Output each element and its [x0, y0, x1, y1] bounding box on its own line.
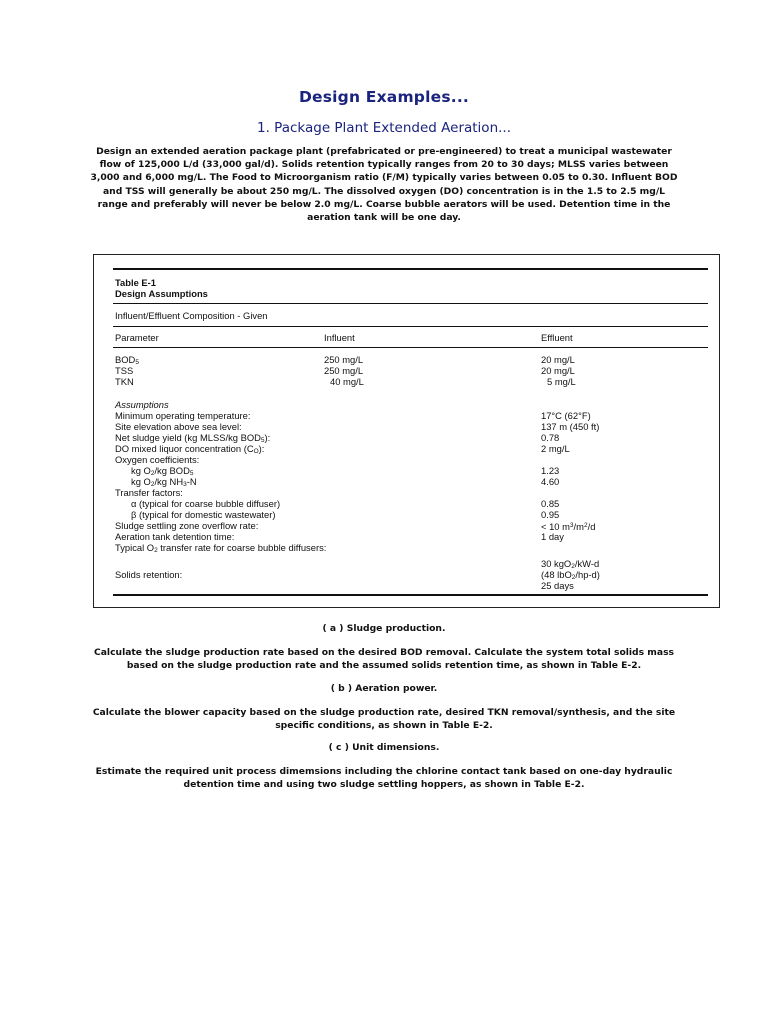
min-temp-value: 17°C (62°F) [541, 410, 591, 421]
solids-retention-value: 25 days [541, 580, 574, 591]
oxygen-bod-label: kg $O_2/kg$ $BOD_5$ [131, 465, 194, 477]
transfer-rate-label: Typical $O_2$ transfer rate for coarse bubble diffusers: [115, 542, 327, 554]
detention-time-label: Aeration tank detention time: [115, 531, 235, 542]
alpha-value: 0.85 [541, 498, 560, 509]
intro-paragraph: Design an extended aeration package plant (prefabricated or pre-engineered) to treat a municipal wastewater flow of 125,000 L/d (33,000 gal/d). Solids retention typically ranges from 20 to 30 days; MLSS varies between 3,000 and 6,000 mg/L. The Food to Microorganism ratio (F/M) typically varies between 0.05 to 0.30. Influent BOD and TSS will generally be about 250 mg/L. The dissolved oxygen (DO) concentration is in the 1.5 to 2.5 mg/L range and preferably will never be below 2.0 mg/L. Coarse bubble aerators will be used. Detention time in the aeration tank will be one day. [90, 146, 678, 224]
beta-value: 0.95 [541, 509, 560, 520]
page-title: Design Examples... [298, 88, 470, 106]
example-subtitle: 1. Package Plant Extended Aeration... [257, 120, 511, 136]
section-body-sludge: Calculate the sludge production rate based on the desired BOD removal. Calculate the system total solids mass based on the sludge production rate and the assumed solids retention time, as shown in Table E-2. [93, 647, 675, 672]
alpha-label: α (typical for coarse bubble diffuser) [131, 498, 281, 509]
header-effluent: Effluent [541, 332, 573, 343]
solids-retention-label: Solids retention: [115, 569, 183, 580]
effluent-bod: 20 mg/L [541, 354, 575, 365]
design-assumptions-table [93, 254, 720, 608]
table-rule [113, 326, 708, 327]
effluent-tkn: 5 mg/L [547, 376, 576, 387]
section-body-dimensions: Estimate the required unit process dimemsions including the chlorine contact tank based on one-day hydraulic detention time and using two sludge settling hoppers, as shown in Table E-2. [95, 766, 673, 791]
table-caption-number: Table E-1 [115, 277, 156, 288]
oxygen-nh3-label: kg $O_2/kg$ $NH_3-N$ [131, 476, 197, 488]
transfer-rate-value-si: 30 kgO$_2$/kW-d [541, 558, 600, 570]
settling-rate-label: Sludge settling zone overflow rate: [115, 520, 259, 531]
oxygen-coefficients-label: Oxygen coefficients: [115, 454, 200, 465]
param-tkn: TKN [115, 376, 134, 387]
influent-tkn: 40 mg/L [330, 376, 364, 387]
header-parameter: Parameter [115, 332, 159, 343]
section-heading-aeration: ( b ) Aeration power. [330, 683, 438, 694]
section-heading-sludge: ( a ) Sludge production. [322, 623, 446, 634]
header-influent: Influent [324, 332, 355, 343]
do-value: 2 mg/L [541, 443, 570, 454]
param-tss: TSS [115, 365, 134, 376]
settling-rate-value: < 10 $m^3/m^2/d$ [541, 521, 596, 532]
assumptions-heading: Assumptions [115, 399, 169, 410]
table-rule [113, 303, 708, 304]
beta-label: β (typical for domestic wastewater) [131, 509, 276, 520]
section-heading-dimensions: ( c ) Unit dimensions. [328, 742, 440, 753]
oxygen-nh3-value: 4.60 [541, 476, 560, 487]
param-bod: $BOD_5$ [115, 354, 139, 366]
sludge-yield-label: Net sludge yield (kg MLSS/kg $BOD_5$): [115, 432, 271, 444]
do-label: DO mixed liquor concentration $(C_O)$: [115, 443, 265, 455]
sludge-yield-value: 0.78 [541, 432, 560, 443]
transfer-factors-label: Transfer factors: [115, 487, 183, 498]
table-bottom-rule [113, 594, 708, 596]
section-body-aeration: Calculate the blower capacity based on the sludge production rate, desired TKN removal/synthesis, and the site specific conditions, as shown in Table E-2. [92, 707, 676, 732]
table-caption-title: Design Assumptions [115, 288, 208, 299]
table-section-label: Influent/Effluent Composition - Given [115, 310, 268, 321]
table-top-rule [113, 268, 708, 270]
effluent-tss: 20 mg/L [541, 365, 575, 376]
table-rule [113, 347, 708, 348]
influent-bod: 250 mg/L [324, 354, 364, 365]
detention-time-value: 1 day [541, 531, 564, 542]
min-temp-label: Minimum operating temperature: [115, 410, 251, 421]
elevation-label: Site elevation above sea level: [115, 421, 242, 432]
transfer-rate-value-us: (48 lbO$_2$/hp-d) [541, 569, 600, 581]
oxygen-bod-value: 1.23 [541, 465, 560, 476]
influent-tss: 250 mg/L [324, 365, 364, 376]
elevation-value: 137 m (450 ft) [541, 421, 600, 432]
